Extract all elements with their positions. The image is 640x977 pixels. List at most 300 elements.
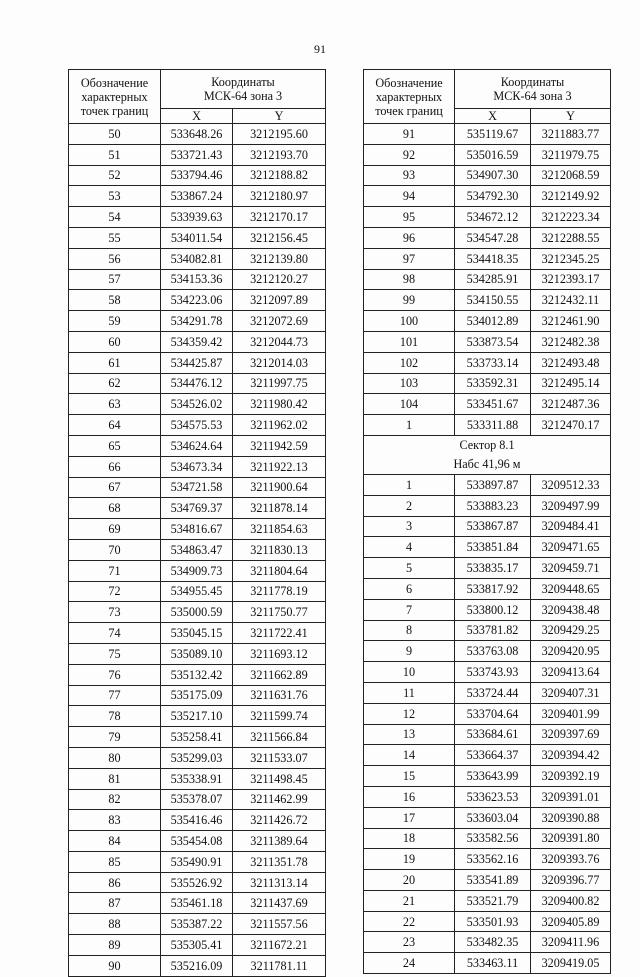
cell-y: 3211778.19 — [233, 581, 326, 602]
cell-point: 81 — [69, 768, 161, 789]
table-row — [364, 144, 611, 165]
cell-y: 3209471.65 — [531, 537, 611, 558]
cell-x: 534624.64 — [161, 435, 233, 456]
cell-y: 3212461.90 — [531, 311, 611, 332]
table-row — [364, 495, 611, 516]
table-row — [69, 935, 326, 956]
cell-point: 22 — [364, 911, 455, 932]
cell-x: 534150.55 — [455, 290, 531, 311]
cell-x: 534223.06 — [161, 290, 233, 311]
cell-x: 533603.04 — [455, 807, 531, 828]
table-row — [69, 311, 326, 332]
table-row — [69, 519, 326, 540]
cell-y: 3212193.70 — [233, 144, 326, 165]
table-row — [364, 311, 611, 332]
cell-point: 68 — [69, 498, 161, 519]
coordinates-header-line1: Координаты — [211, 75, 275, 89]
cell-x: 535387.22 — [161, 914, 233, 935]
cell-point: 24 — [364, 953, 455, 974]
cell-point: 103 — [364, 373, 455, 394]
cell-point: 99 — [364, 290, 455, 311]
cell-x: 535490.91 — [161, 851, 233, 872]
cell-x: 534526.02 — [161, 394, 233, 415]
cell-x: 534011.54 — [161, 227, 233, 248]
sector-row — [364, 435, 611, 474]
cell-point: 92 — [364, 144, 455, 165]
cell-y: 3209413.64 — [531, 662, 611, 683]
cell-x: 535526.92 — [161, 872, 233, 893]
cell-x: 533562.16 — [455, 849, 531, 870]
cell-point: 54 — [69, 207, 161, 228]
cell-y: 3212149.92 — [531, 186, 611, 207]
cell-x: 533582.56 — [455, 828, 531, 849]
cell-x: 533664.37 — [455, 745, 531, 766]
designation-header — [364, 70, 455, 124]
table-row — [69, 373, 326, 394]
designation-header-line1: Обозначение — [375, 75, 443, 90]
table-row — [364, 394, 611, 415]
coordinates-header-line2: МСК-64 зона 3 — [493, 89, 572, 103]
cell-point: 10 — [364, 662, 455, 683]
table-row — [364, 165, 611, 186]
table-row — [364, 227, 611, 248]
cell-point: 57 — [69, 269, 161, 290]
cell-point: 94 — [364, 186, 455, 207]
cell-x: 533763.08 — [455, 641, 531, 662]
cell-point: 62 — [69, 373, 161, 394]
cell-x: 535305.41 — [161, 935, 233, 956]
table-row — [69, 768, 326, 789]
cell-point: 59 — [69, 311, 161, 332]
table-row — [364, 537, 611, 558]
cell-point: 93 — [364, 165, 455, 186]
cell-point: 15 — [364, 766, 455, 787]
cell-point: 61 — [69, 352, 161, 373]
cell-point: 11 — [364, 682, 455, 703]
table-row — [69, 581, 326, 602]
table-row — [69, 435, 326, 456]
table-row — [69, 269, 326, 290]
table-row — [364, 269, 611, 290]
table-row — [364, 786, 611, 807]
cell-point: 78 — [69, 706, 161, 727]
cell-y: 3212195.60 — [233, 124, 326, 145]
cell-point: 67 — [69, 477, 161, 498]
cell-point: 100 — [364, 311, 455, 332]
cell-x: 534359.42 — [161, 331, 233, 352]
cell-x: 533311.88 — [455, 415, 531, 436]
cell-x: 534769.37 — [161, 498, 233, 519]
cell-x: 533521.79 — [455, 890, 531, 911]
cell-x: 535045.15 — [161, 623, 233, 644]
cell-point: 21 — [364, 890, 455, 911]
designation-header-line1: Обозначение — [80, 75, 149, 90]
cell-x: 535416.46 — [161, 810, 233, 831]
cell-x: 533867.87 — [455, 516, 531, 537]
cell-point: 96 — [364, 227, 455, 248]
cell-y: 3209484.41 — [531, 516, 611, 537]
cell-point: 102 — [364, 352, 455, 373]
cell-point: 8 — [364, 620, 455, 641]
cell-y: 3209394.42 — [531, 745, 611, 766]
coordinates-table-left — [68, 69, 326, 977]
cell-y: 3209392.19 — [531, 766, 611, 787]
sector-header — [364, 435, 611, 474]
cell-y: 3212068.59 — [531, 165, 611, 186]
cell-y: 3209393.76 — [531, 849, 611, 870]
table-row — [69, 207, 326, 228]
cell-y: 3209512.33 — [531, 474, 611, 495]
cell-y: 3211830.13 — [233, 539, 326, 560]
table-row — [69, 685, 326, 706]
cell-x: 535217.10 — [161, 706, 233, 727]
cell-x: 534909.73 — [161, 560, 233, 581]
cell-point: 58 — [69, 290, 161, 311]
cell-point: 20 — [364, 870, 455, 891]
cell-x: 533648.26 — [161, 124, 233, 145]
table-row — [364, 578, 611, 599]
cell-y: 3211498.45 — [233, 768, 326, 789]
cell-point: 79 — [69, 727, 161, 748]
cell-point: 74 — [69, 623, 161, 644]
cell-y: 3212393.17 — [531, 269, 611, 290]
cell-y: 3209420.95 — [531, 641, 611, 662]
table-row — [69, 331, 326, 352]
cell-point: 50 — [69, 124, 161, 145]
table-row — [364, 352, 611, 373]
cell-x: 534476.12 — [161, 373, 233, 394]
table-row — [364, 124, 611, 145]
cell-y: 3209390.88 — [531, 807, 611, 828]
cell-point: 98 — [364, 269, 455, 290]
cell-y: 3212495.14 — [531, 373, 611, 394]
cell-point: 95 — [364, 207, 455, 228]
cell-x: 533463.11 — [455, 953, 531, 974]
table-row — [364, 849, 611, 870]
coordinates-header-line2: МСК-64 зона 3 — [203, 89, 283, 103]
cell-y: 3212288.55 — [531, 227, 611, 248]
cell-point: 1 — [364, 415, 455, 436]
cell-point: 83 — [69, 810, 161, 831]
table-row — [364, 248, 611, 269]
cell-y: 3211426.72 — [233, 810, 326, 831]
cell-y: 3212044.73 — [233, 331, 326, 352]
cell-x: 533482.35 — [455, 932, 531, 953]
cell-x: 533817.92 — [455, 578, 531, 599]
cell-x: 535299.03 — [161, 747, 233, 768]
cell-x: 533835.17 — [455, 558, 531, 579]
cell-point: 104 — [364, 394, 455, 415]
cell-y: 3212180.97 — [233, 186, 326, 207]
table-row — [364, 932, 611, 953]
table-row — [364, 331, 611, 352]
cell-y: 3212139.80 — [233, 248, 326, 269]
cell-point: 55 — [69, 227, 161, 248]
table-row — [69, 831, 326, 852]
cell-y: 3209419.05 — [531, 953, 611, 974]
cell-point: 85 — [69, 851, 161, 872]
cell-y: 3211854.63 — [233, 519, 326, 540]
cell-x: 535454.08 — [161, 831, 233, 852]
cell-y: 3211883.77 — [531, 124, 611, 145]
cell-y: 3211631.76 — [233, 685, 326, 706]
cell-y: 3211979.75 — [531, 144, 611, 165]
cell-point: 88 — [69, 914, 161, 935]
table-right-body — [364, 70, 611, 974]
cell-y: 3209429.25 — [531, 620, 611, 641]
cell-y: 3209459.71 — [531, 558, 611, 579]
cell-y: 3211942.59 — [233, 435, 326, 456]
cell-y: 3212345.25 — [531, 248, 611, 269]
cell-y: 3212487.36 — [531, 394, 611, 415]
cell-x: 535461.18 — [161, 893, 233, 914]
cell-point: 80 — [69, 747, 161, 768]
y-header: Y — [233, 109, 326, 124]
cell-x: 534418.35 — [455, 248, 531, 269]
cell-point: 5 — [364, 558, 455, 579]
cell-y: 3211313.14 — [233, 872, 326, 893]
cell-y: 3209448.65 — [531, 578, 611, 599]
cell-x: 533743.93 — [455, 662, 531, 683]
cell-x: 534673.34 — [161, 456, 233, 477]
cell-x: 533883.23 — [455, 495, 531, 516]
cell-x: 535258.41 — [161, 727, 233, 748]
cell-y: 3211599.74 — [233, 706, 326, 727]
cell-y: 3209400.82 — [531, 890, 611, 911]
cell-point: 7 — [364, 599, 455, 620]
table-row — [69, 394, 326, 415]
cell-point: 3 — [364, 516, 455, 537]
cell-x: 533541.89 — [455, 870, 531, 891]
cell-y: 3211722.41 — [233, 623, 326, 644]
cell-y: 3211462.99 — [233, 789, 326, 810]
table-row — [364, 207, 611, 228]
cell-x: 534863.47 — [161, 539, 233, 560]
cell-point: 86 — [69, 872, 161, 893]
cell-x: 534012.89 — [455, 311, 531, 332]
cell-x: 533592.31 — [455, 373, 531, 394]
cell-x: 534425.87 — [161, 352, 233, 373]
x-header: X — [161, 109, 233, 124]
table-row — [69, 477, 326, 498]
cell-x: 533623.53 — [455, 786, 531, 807]
table-row — [69, 643, 326, 664]
cell-x: 533897.87 — [455, 474, 531, 495]
table-row — [69, 851, 326, 872]
cell-y: 3209391.80 — [531, 828, 611, 849]
cell-point: 89 — [69, 935, 161, 956]
y-header: Y — [531, 109, 611, 124]
cell-point: 63 — [69, 394, 161, 415]
cell-y: 3211693.12 — [233, 643, 326, 664]
table-row — [364, 953, 611, 974]
cell-y: 3209411.96 — [531, 932, 611, 953]
table-row — [69, 227, 326, 248]
cell-point: 6 — [364, 578, 455, 599]
table-row — [69, 539, 326, 560]
table-row — [69, 290, 326, 311]
table-row — [364, 724, 611, 745]
table-row — [69, 352, 326, 373]
table-left-body — [69, 70, 326, 977]
cell-point: 12 — [364, 703, 455, 724]
cell-y: 3211566.84 — [233, 727, 326, 748]
cell-point: 56 — [69, 248, 161, 269]
table-row — [69, 872, 326, 893]
table-row — [364, 474, 611, 495]
cell-x: 534907.30 — [455, 165, 531, 186]
cell-y: 3209397.69 — [531, 724, 611, 745]
cell-point: 70 — [69, 539, 161, 560]
cell-x: 535132.42 — [161, 664, 233, 685]
table-row — [69, 810, 326, 831]
cell-point: 16 — [364, 786, 455, 807]
cell-x: 533873.54 — [455, 331, 531, 352]
cell-y: 3212470.17 — [531, 415, 611, 436]
cell-point: 66 — [69, 456, 161, 477]
coordinates-header — [161, 70, 326, 109]
cell-y: 3212156.45 — [233, 227, 326, 248]
table-header-row — [69, 70, 326, 109]
cell-y: 3211672.21 — [233, 935, 326, 956]
table-row — [364, 890, 611, 911]
cell-y: 3211962.02 — [233, 415, 326, 436]
table-row — [69, 664, 326, 685]
cell-y: 3212097.89 — [233, 290, 326, 311]
cell-point: 82 — [69, 789, 161, 810]
cell-point: 19 — [364, 849, 455, 870]
cell-y: 3209405.89 — [531, 911, 611, 932]
sector-title: Сектор 8.1 — [459, 437, 515, 452]
coordinates-header-line1: Координаты — [500, 75, 565, 89]
cell-point: 14 — [364, 745, 455, 766]
cell-point: 18 — [364, 828, 455, 849]
table-row — [364, 186, 611, 207]
cell-y: 3209497.99 — [531, 495, 611, 516]
cell-y: 3211533.07 — [233, 747, 326, 768]
table-row — [69, 789, 326, 810]
table-row — [69, 560, 326, 581]
table-row — [69, 456, 326, 477]
table-row — [364, 290, 611, 311]
table-row — [69, 498, 326, 519]
table-row — [69, 914, 326, 935]
table-row — [364, 620, 611, 641]
table-row — [69, 706, 326, 727]
cell-x: 535000.59 — [161, 602, 233, 623]
cell-y: 3212482.38 — [531, 331, 611, 352]
cell-point: 13 — [364, 724, 455, 745]
cell-y: 3211557.56 — [233, 914, 326, 935]
cell-x: 534672.12 — [455, 207, 531, 228]
cell-point: 51 — [69, 144, 161, 165]
cell-x: 533501.93 — [455, 911, 531, 932]
cell-point: 75 — [69, 643, 161, 664]
cell-x: 533851.84 — [455, 537, 531, 558]
cell-y: 3211437.69 — [233, 893, 326, 914]
x-header: X — [455, 109, 531, 124]
coordinates-table-right — [363, 69, 611, 974]
table-row — [69, 124, 326, 145]
cell-x: 534816.67 — [161, 519, 233, 540]
cell-x: 534792.30 — [455, 186, 531, 207]
designation-header-line3: точек границ — [375, 103, 443, 118]
cell-x: 533800.12 — [455, 599, 531, 620]
cell-point: 2 — [364, 495, 455, 516]
table-row — [364, 558, 611, 579]
table-header-row — [364, 70, 611, 109]
cell-y: 3212072.69 — [233, 311, 326, 332]
cell-point: 90 — [69, 955, 161, 976]
cell-x: 535016.59 — [455, 144, 531, 165]
page-number: 91 — [314, 42, 326, 56]
table-row — [364, 703, 611, 724]
cell-x: 534082.81 — [161, 248, 233, 269]
cell-x: 535119.67 — [455, 124, 531, 145]
cell-y: 3211900.64 — [233, 477, 326, 498]
table-row — [69, 144, 326, 165]
cell-point: 101 — [364, 331, 455, 352]
cell-point: 91 — [364, 124, 455, 145]
cell-point: 1 — [364, 474, 455, 495]
cell-x: 533733.14 — [455, 352, 531, 373]
cell-y: 3212223.34 — [531, 207, 611, 228]
designation-header — [69, 70, 161, 124]
table-row — [69, 727, 326, 748]
cell-x: 533867.24 — [161, 186, 233, 207]
cell-x: 533794.46 — [161, 165, 233, 186]
table-row — [364, 415, 611, 436]
table-row — [364, 766, 611, 787]
cell-y: 3211997.75 — [233, 373, 326, 394]
cell-point: 60 — [69, 331, 161, 352]
table-row — [69, 893, 326, 914]
cell-point: 23 — [364, 932, 455, 953]
cell-x: 534955.45 — [161, 581, 233, 602]
cell-x: 533451.67 — [455, 394, 531, 415]
cell-y: 3212432.11 — [531, 290, 611, 311]
cell-y: 3211750.77 — [233, 602, 326, 623]
designation-header-line2: характерных — [375, 89, 443, 104]
table-row — [364, 662, 611, 683]
cell-y: 3212170.17 — [233, 207, 326, 228]
cell-x: 533704.64 — [455, 703, 531, 724]
cell-point: 71 — [69, 560, 161, 581]
cell-x: 534575.53 — [161, 415, 233, 436]
cell-point: 76 — [69, 664, 161, 685]
table-row — [364, 516, 611, 537]
cell-y: 3211804.64 — [233, 560, 326, 581]
cell-point: 17 — [364, 807, 455, 828]
cell-x: 534285.91 — [455, 269, 531, 290]
cell-y: 3209391.01 — [531, 786, 611, 807]
cell-x: 534291.78 — [161, 311, 233, 332]
cell-y: 3212188.82 — [233, 165, 326, 186]
table-row — [69, 602, 326, 623]
table-row — [69, 955, 326, 976]
cell-y: 3211389.64 — [233, 831, 326, 852]
designation-header-line3: точек границ — [80, 103, 149, 118]
cell-x: 535338.91 — [161, 768, 233, 789]
table-row — [69, 415, 326, 436]
cell-x: 533724.44 — [455, 682, 531, 703]
cell-point: 69 — [69, 519, 161, 540]
cell-y: 3211351.78 — [233, 851, 326, 872]
cell-y: 3209407.31 — [531, 682, 611, 703]
cell-x: 533939.63 — [161, 207, 233, 228]
cell-x: 533684.61 — [455, 724, 531, 745]
cell-point: 64 — [69, 415, 161, 436]
